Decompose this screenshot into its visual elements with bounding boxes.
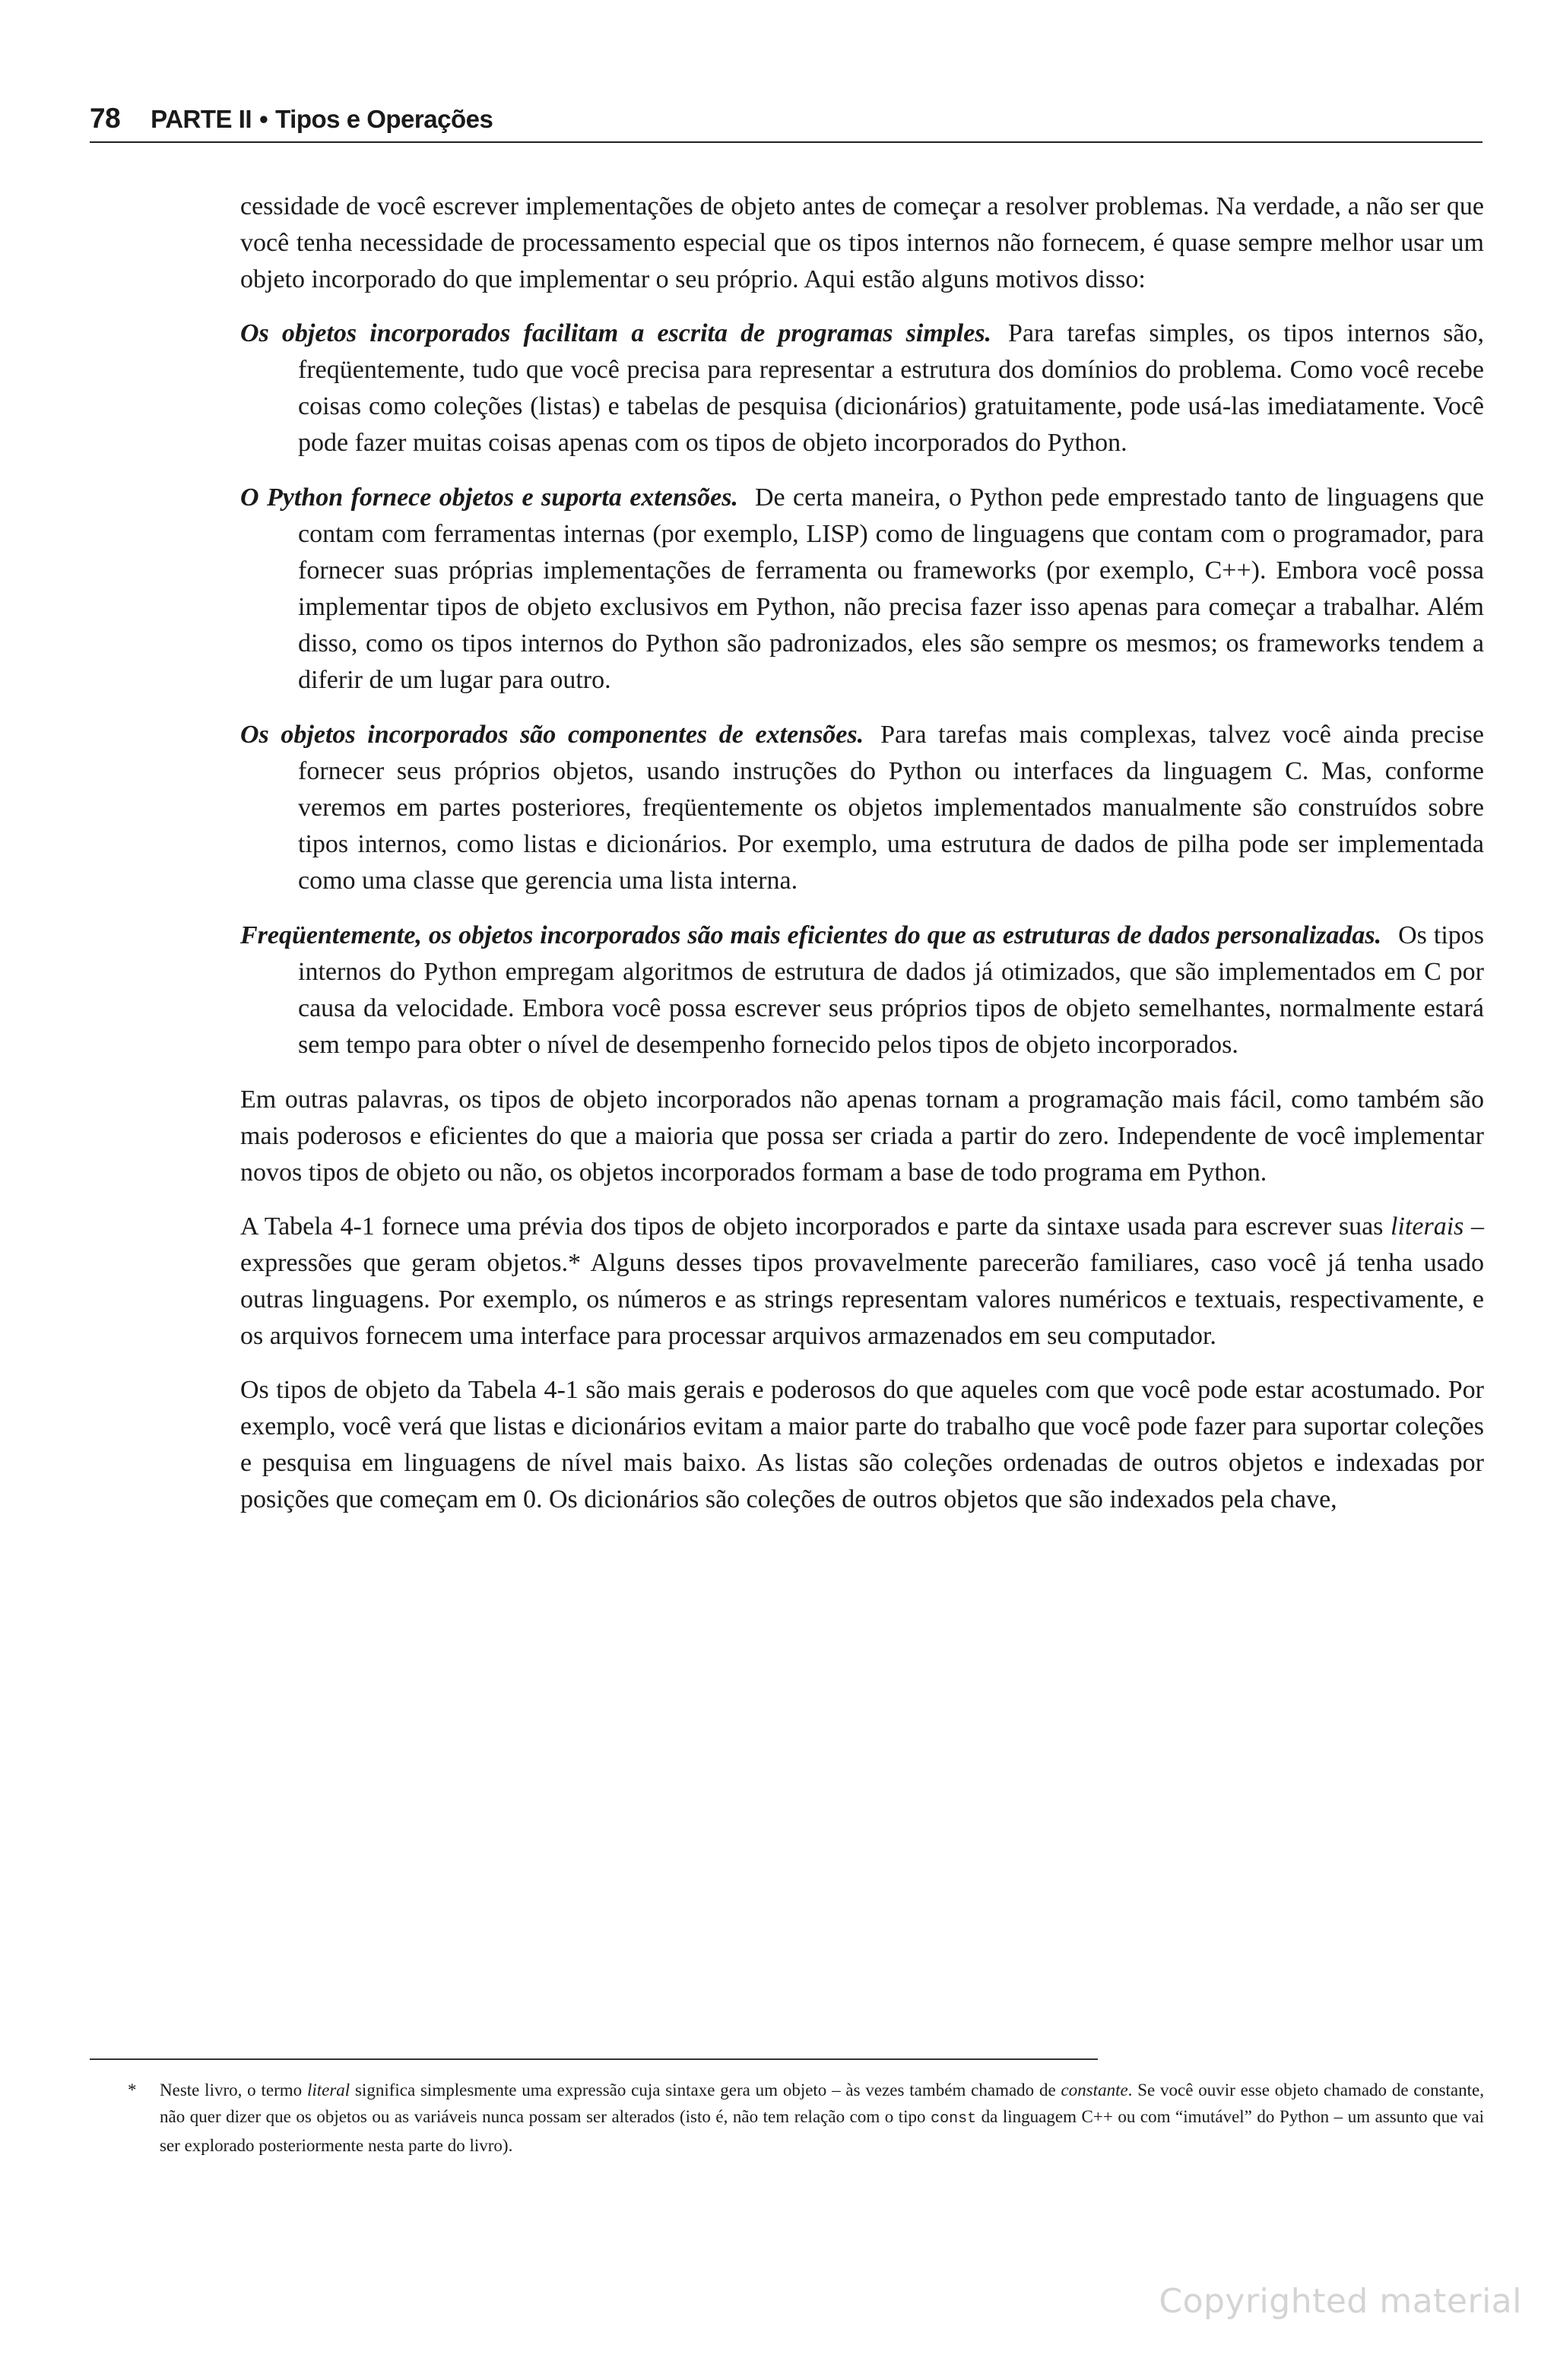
footnote: * Neste livro, o termo literal significa simplesmente uma expressão cuja sintaxe gera um objeto – às vezes também chamado de constante. Se você ouvir esse objeto chamado de constante, não quer dizer que os objetos ou as variáveis nunca possam ser alterados (isto é, não tem relação com o tipo const da linguagem C++ ou com “imutável” do Python – um assunto que vai ser explorado posteriormente nesta parte do livro). bbox=[128, 2077, 1484, 2159]
part-label: PARTE II bbox=[151, 105, 252, 133]
page-body bbox=[240, 189, 1484, 1535]
literais-term: literais bbox=[1391, 1212, 1464, 1241]
reason-item-efficiency bbox=[240, 917, 1484, 1063]
copyright-watermark: Copyrighted material bbox=[1159, 2282, 1522, 2321]
footnote-rule bbox=[90, 2058, 1098, 2060]
header-rule bbox=[90, 141, 1482, 143]
footnote-term-literal: literal bbox=[306, 2081, 350, 2100]
reason-item-extensions-support bbox=[240, 480, 1484, 699]
reason-text: De certa maneira, o Python pede emprestado tanto de linguagens que contam com ferramentas internas (por exemplo, LISP) como de linguagens que contam com o programador, para fornecer suas próprias implementações de ferramenta ou frameworks (por exemplo, C++). Embora você possa implementar tipos de objeto exclusivos em Python, não precisa fazer isso apenas para começar a trabalhar. Além disso, como os tipos internos do Python são padronizados, eles são sempre os mesmos; os frameworks tendem a diferir de um lugar para outro. bbox=[298, 483, 1484, 694]
reason-heading: O Python fornece objetos e suporta extensões. bbox=[240, 483, 738, 512]
footnote-code-const: const bbox=[931, 2110, 977, 2128]
reason-text: Para tarefas mais complexas, talvez você ainda precise fornecer seus próprios objetos, usando instruções do Python ou interfaces da linguagem C. Mas, conforme veremos em partes posteriores, freqüentemente os objetos implementados manualmente são construídos sobre tipos internos, como listas e dicionários. Por exemplo, uma estrutura de dados de pilha pode ser implementada como uma classe que gerencia uma lista interna. bbox=[298, 721, 1484, 895]
reason-item-simple-programs bbox=[240, 315, 1484, 461]
reason-item-extension-components bbox=[240, 717, 1484, 899]
running-head bbox=[90, 97, 1482, 140]
footnote-mark: * bbox=[128, 2081, 137, 2100]
paragraph-object-types: Os tipos de objeto da Tabela 4-1 são mais gerais e poderosos do que aqueles com que você pode estar acostumado. Por exemplo, você verá que listas e dicionários evitam a maior parte do trabalho que você pode fazer para suportar coleções e pesquisa em linguagens de nível mais baixo. As listas são coleções ordenadas de outros objetos e indexadas por posições que começam em 0. Os dicionários são coleções de outros objetos que são indexados pela chave, bbox=[240, 1376, 1484, 1513]
paragraph-in-other-words: Em outras palavras, os tipos de objeto incorporados não apenas tornam a programação mais fácil, como também são mais poderosos e eficientes do que a maioria que possa ser criada a partir do zero. Independente de você implementar novos tipos de objeto ou não, os objetos incorporados formam a base de todo programa em Python. bbox=[240, 1085, 1484, 1187]
reason-heading: Os objetos incorporados facilitam a escrita de programas simples. bbox=[240, 319, 992, 347]
page-number: 78 bbox=[90, 103, 121, 134]
paragraph-table-preview: A Tabela 4-1 fornece uma prévia dos tipos de objeto incorporados e parte da sintaxe usada para escrever suas literais – expressões que geram objetos.* Alguns desses tipos provavelmente parecerão familiares, caso você já tenha usado outras linguagens. Por exemplo, os números e as strings representam valores numéricos e textuais, respectivamente, e os arquivos fornecem uma interface para processar arquivos armazenados em seu computador. bbox=[240, 1212, 1485, 1350]
header-separator: • bbox=[259, 105, 268, 133]
intro-paragraph: cessidade de você escrever implementações de objeto antes de começar a resolver problemas. Na verdade, a não ser que você tenha necessidade de processamento especial que os tipos internos não fornecem, é quase sempre melhor usar um objeto incorporado do que implementar o seu próprio. Aqui estão alguns motivos disso: bbox=[240, 192, 1484, 293]
reason-text: Para tarefas simples, os tipos internos são, freqüentemente, tudo que você precisa para representar a estrutura dos domínios do problema. Como você recebe coisas como coleções (listas) e tabelas de pesquisa (dicionários) gratuitamente, pode usá-las imediatamente. Você pode fazer muitas coisas apenas com os tipos de objeto incorporados do Python. bbox=[298, 319, 1484, 457]
reason-heading: Freqüentemente, os objetos incorporados são mais eficientes do que as estruturas de dados personalizadas. bbox=[240, 921, 1382, 949]
chapter-title: Tipos e Operações bbox=[275, 105, 493, 133]
reason-heading: Os objetos incorporados são componentes de extensões. bbox=[240, 721, 864, 749]
footnote-term-constante: constante bbox=[1061, 2081, 1128, 2100]
reason-text: Os tipos internos do Python empregam algoritmos de estrutura de dados já otimizados, que são implementados em C por causa da velocidade. Embora você possa escrever seus próprios tipos de objeto semelhantes, normalmente estará sem tempo para obter o nível de desempenho fornecido pelos tipos de objeto incorporados. bbox=[298, 921, 1484, 1059]
